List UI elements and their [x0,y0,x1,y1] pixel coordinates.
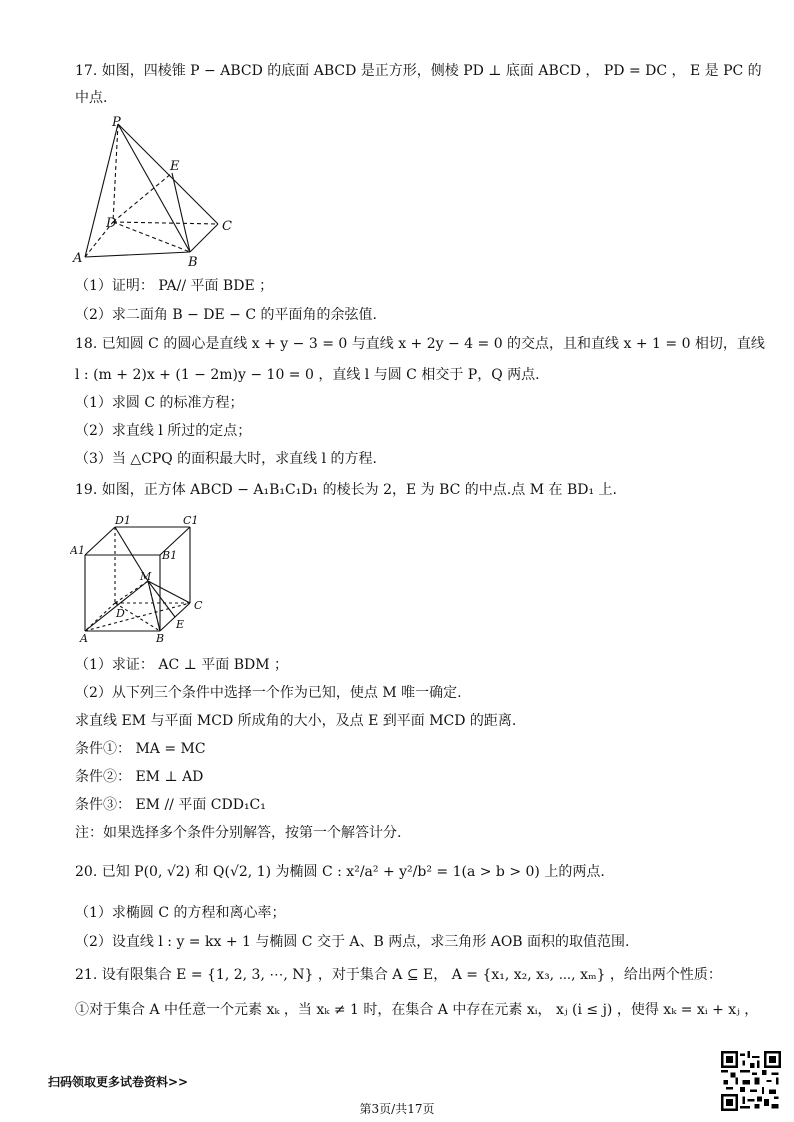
fig2-label-d1: D1 [115,514,131,527]
q18-part3: （3）当 △CPQ 的面积最大时，求直线 l 的方程. [75,451,378,467]
fig1-label-a: A [73,251,83,266]
q18-stem-line1: 18. 已知圆 C 的圆心是直线 x + y − 3 = 0 与直线 x + 2y − 4 = 0 的交点，且和直线 x + 1 = 0 相切，直线 [75,336,765,352]
fig2-label-b: B [156,632,165,645]
q17-part2: （2）求二面角 B − DE − C 的平面角的余弦值. [75,307,377,323]
q21-stem: 21. 设有限集合 E = {1, 2, 3, ⋯, N} ，对于集合 A ⊆ E， A = {x₁, x₂, x₃, ⋯, xₘ} ，给出两个性质： [75,967,722,983]
q18-stem-line2: l : (m + 2)x + (1 − 2m)y − 10 = 0 ，直线 l 与圆 C 相交于 P，Q 两点. [75,367,540,383]
fig2-label-c: C [194,599,203,612]
fig2-label-e: E [176,618,185,631]
fig2-label-a1: A1 [70,544,85,557]
page-number: 第3页/共17页 [359,1102,435,1116]
q19-condition3: 条件③： EM // 平面 CDD₁C₁ [75,797,266,813]
q19-condition1: 条件①： MA = MC [75,741,206,757]
q18-part2: （2）求直线 l 所过的定点； [75,423,252,439]
fig1-label-e: E [170,159,180,174]
q19-stem: 19. 如图，正方体 ABCD − A₁B₁C₁D₁ 的棱长为 2，E 为 BC 的中点.点 M 在 BD₁ 上. [75,482,617,498]
fig1-label-p: P [112,115,121,130]
q18-part1: （1）求圆 C 的标准方程； [75,395,244,411]
pyramid-figure [70,112,240,267]
q20-part2: （2）设直线 l : y = kx + 1 与椭圆 C 交于 A、B 两点，求三角形 AOB 面积的取值范围. [75,934,630,950]
q21-property1: ①对于集合 A 中任意一个元素 xₖ ，当 xₖ ≠ 1 时，在集合 A 中存在元素 xᵢ， xⱼ (i ≤ j) ，使得 xₖ = xᵢ + xⱼ ， [75,1002,759,1018]
fig2-label-a: A [80,632,88,645]
q19-note: 注：如果选择多个条件分别解答，按第一个解答计分. [75,825,402,841]
fig2-label-b1: B1 [162,549,178,562]
fig2-label-d: D [116,607,125,620]
q19-part2-task: 求直线 EM 与平面 MCD 所成角的大小，及点 E 到平面 MCD 的距离. [75,713,517,729]
footer-promo-text: 扫码领取更多试卷资料>> [48,1075,189,1089]
fig2-label-c1: C1 [183,514,199,527]
q19-part1: （1）求证： AC ⊥ 平面 BDM ； [75,657,288,673]
fig1-label-b: B [188,255,198,267]
fig1-label-d: D [106,216,117,231]
q17-stem-line1: 17. 如图，四棱锥 P − ABCD 的底面 ABCD 是正方形，侧棱 PD ⊥ 底面 ABCD ， PD = DC ， E 是 PC 的 [75,63,762,79]
q17-part1: （1）证明： PA// 平面 BDE ； [75,278,274,294]
q19-condition2: 条件②： EM ⊥ AD [75,769,204,785]
q19-part2: （2）从下列三个条件中选择一个作为已知，使点 M 唯一确定. [75,685,462,701]
fig1-label-c: C [222,219,232,234]
fig2-label-m: M [140,570,152,583]
q20-stem: 20. 已知 P(0, √2) 和 Q(√2, 1) 为椭圆 C : x²/a² + y²/b² = 1(a > b > 0) 上的两点. [75,864,605,880]
cube-figure [70,513,210,645]
q17-stem-line2: 中点. [75,90,108,106]
q20-part1: （1）求椭圆 C 的方程和离心率； [75,905,286,921]
